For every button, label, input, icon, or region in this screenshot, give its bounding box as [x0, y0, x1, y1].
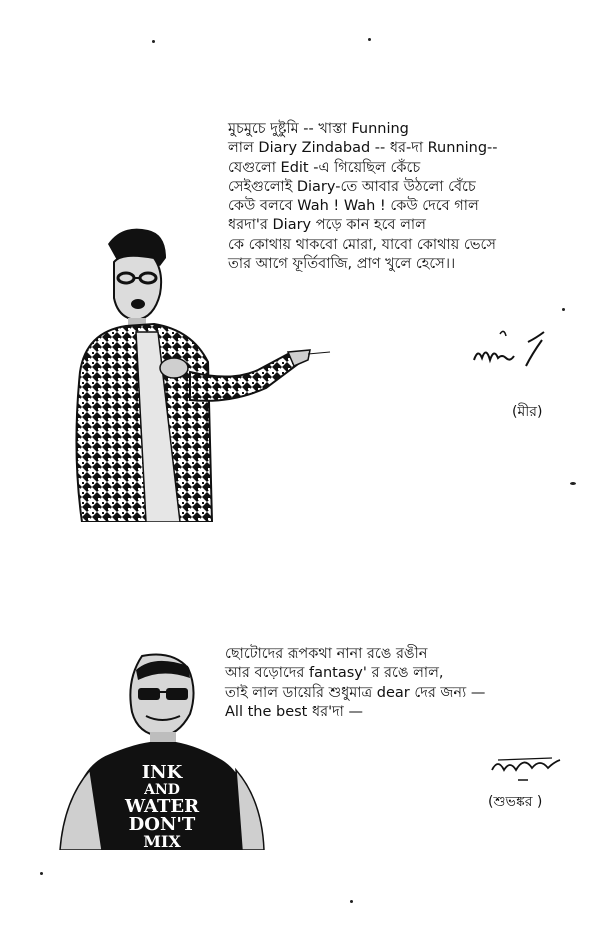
signature-shubhankar [488, 750, 564, 786]
poem-line: ছোটোদের রূপকথা নানা রঙে রঙীন [225, 646, 428, 662]
tshirt-text: AND [144, 782, 180, 798]
poem-line: লাল Diary Zindabad -- ধর-দা Running-- [228, 140, 498, 157]
scan-speck [40, 872, 43, 875]
tshirt-text: WATER [124, 796, 200, 817]
credit-shubhankar: (শুভঙ্কর ) [488, 794, 543, 810]
scan-speck [570, 482, 576, 485]
credit-mir: (মীর) [512, 404, 543, 420]
poem-line: তার আগে ফূর্তিবাজি, প্রাণ খুলে হেসে।। [228, 256, 456, 273]
poem-line: কেউ বলবে Wah ! Wah ! কেউ দেবে গাল [228, 198, 479, 215]
scan-speck [350, 900, 353, 903]
tshirt-text: INK [141, 762, 183, 783]
scan-speck [368, 38, 371, 41]
poem-line: মুচমুচে দুষ্টুমি -- খাস্তা Funning [228, 121, 409, 137]
poem-line: All the best ধর'দা — [225, 703, 363, 720]
scan-speck [152, 40, 155, 43]
poem-line: তাই লাল ডায়েরি শুধুমাত্র dear দের জন্য — [225, 684, 486, 701]
poem-line: কে কোথায় থাকবো মোরা, যাবো কোথায় ভেসে [228, 236, 496, 253]
poem-line: সেইগুলোই Diary-তে আবার উঠলো বেঁচে [228, 178, 476, 195]
poem-line: আর বড়োদের fantasy' র রঙে লাল, [225, 665, 444, 682]
tshirt-text: DON'T [128, 814, 196, 835]
poem-mir [228, 120, 498, 274]
poem-line: যেগুলো Edit -এ গিয়েছিল কেঁচে [228, 159, 421, 176]
scan-speck [562, 308, 565, 311]
tshirt-text: MIX [143, 832, 181, 850]
poem-line: ধরদা'র Diary পড়ে কান হবে লাল [228, 217, 426, 234]
poem-shubhankar [225, 645, 485, 722]
signature-mir [470, 326, 550, 374]
